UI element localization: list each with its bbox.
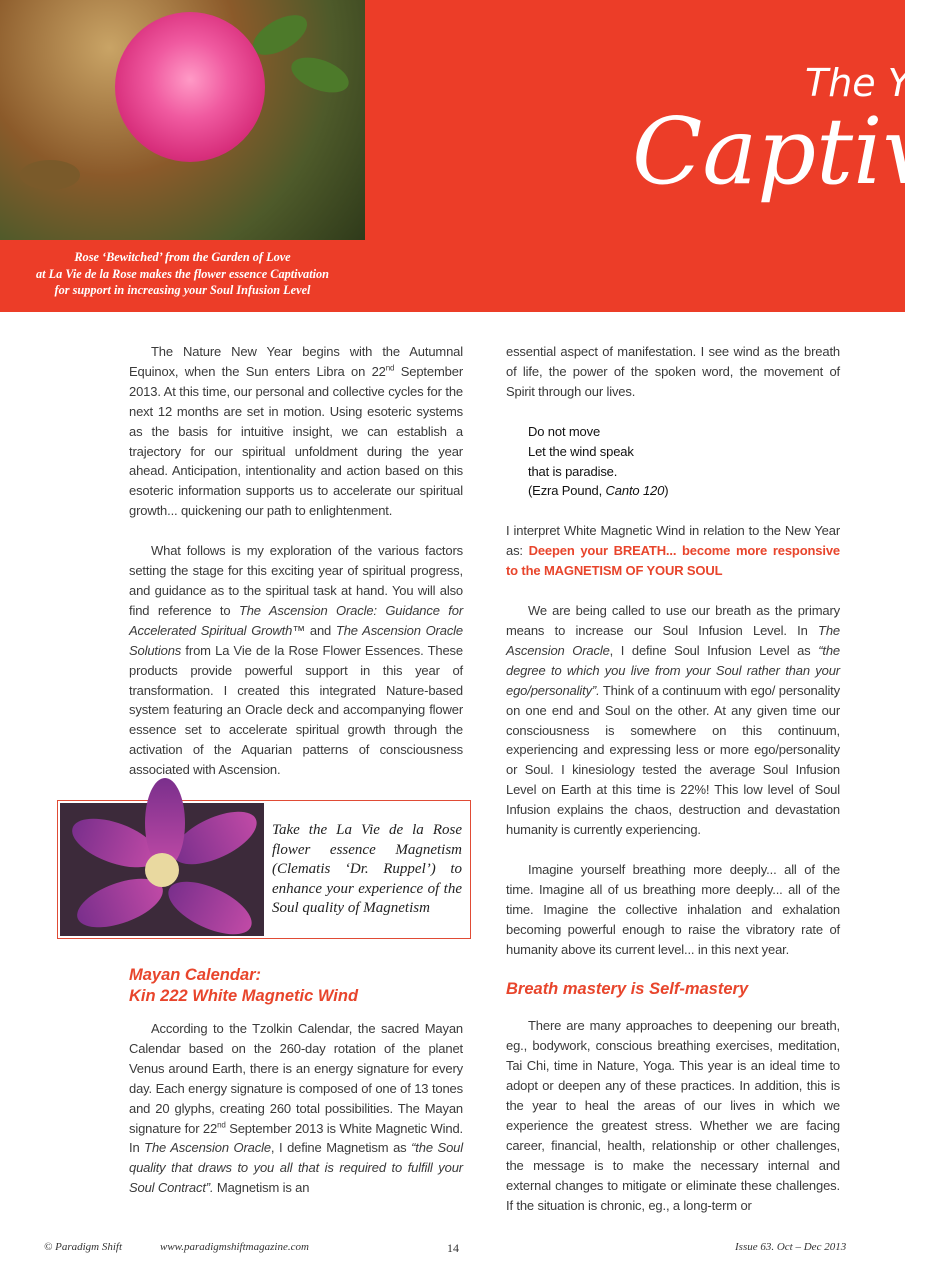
header-banner: [0, 0, 935, 312]
text-run: ™ and: [292, 622, 336, 638]
heading-line: Mayan Calendar:: [129, 966, 262, 985]
text-run: , I define Magnetism as: [270, 1140, 412, 1156]
caption-line: at La Vie de la Rose makes the flower essence Captivation: [35, 266, 330, 281]
paragraph: [129, 342, 463, 521]
text-run: The Ascension Oracle Solutions: [129, 622, 463, 658]
title-line-2: Captiv: [632, 98, 935, 205]
breath-heading: Breath mastery is Self-mastery: [506, 980, 749, 999]
poem-quote: [528, 422, 840, 502]
text-run: “the Soul quality that draws to you all that is required to fulfill your Soul Contract”.: [129, 1140, 463, 1196]
footer-url[interactable]: www.paradigmshiftmagazine.com: [160, 1241, 309, 1253]
text-run: , I define Soul Infusion Level as: [609, 642, 819, 658]
right-flow: [506, 342, 840, 1236]
heading-line: Kin 222 White Magnetic Wind: [129, 987, 359, 1006]
text-run: According to the Tzolkin Calendar, the sacred Mayan Calendar based on the 260-day rotation of the planet Venus around Earth, there is an energy signature for every day. Each energy signature is composed of one of 13 tones and 20 glyphs, creating 260 total possibilities. The Mayan signature for 22: [129, 1021, 463, 1136]
text-run: Magnetism is an: [213, 1180, 310, 1196]
text-run: What follows is my exploration of the various factors setting the stage for this exciting year of spiritual progress, and guidance as to the spiritual task at hand. You will also find reference to: [129, 543, 463, 618]
right-column-2: [506, 1016, 840, 1215]
poem-credit: (Ezra Pound, Canto 120): [528, 483, 669, 499]
paragraph: [129, 1019, 463, 1198]
text-run: The Ascension Oracle: Guidance for Accelerated Spiritual Growth: [129, 602, 464, 638]
paragraph: [506, 860, 840, 960]
text-run: There are many approaches to deepening our breath, eg., bodywork, conscious breathing exercises, meditation, Tai Chi, time in Nature, Yoga. This year is an ideal time to adopt or deepen any of these practices. In addition, this is the year to heal the areas of our lives in which we experience the greatest stress. Whether we are facing career, financial, health, relationship or other challenges, the message is to make the necessary internal and external changes to mitigate or eliminate these challenges. If the situation is chronic, eg., a long-term or: [506, 1018, 840, 1213]
text-run: nd: [217, 1120, 226, 1130]
magnetism-sidebar-box: [57, 800, 471, 939]
text-run: We are being called to use our breath as the primary means to increase our Soul Infusion Level. In: [506, 603, 840, 638]
caption-line: for support in increasing your Soul Infusion Level: [54, 283, 311, 297]
text-run: The Ascension Oracle: [144, 1140, 271, 1156]
left-column-2: [129, 1019, 463, 1198]
photo-caption: [0, 249, 365, 299]
poem-line: Let the wind speak: [528, 443, 634, 459]
paragraph: [129, 541, 463, 780]
text-run: Imagine yourself breathing more deeply... all of the time. Imagine all of us breathing more deeply... all of the time. Imagine the collective inhalation and exhalation becoming powerful enough to raise the vibratory rate of humanity above its current level... in this next year.: [506, 861, 840, 957]
paragraph: I interpret White Magnetic Wind in relation to the New Year as: Deepen your BREATH... become more responsive to the MAGNETISM OF YOUR SOUL: [506, 523, 840, 579]
page-number: 14: [447, 1241, 459, 1255]
poem-line: Do not move: [528, 423, 601, 439]
title-line-1: The Ye: [805, 61, 931, 105]
paragraph: essential aspect of manifestation. I see wind as the breath of life, the power of the spoken word, the movement of Spirit through our lives.: [506, 344, 840, 399]
sidebar-text: Take the La Vie de la Rose flower essence Magnetism (Clematis ‘Dr. Ruppel’) to enhance your experience of the Soul quality of Magnetism: [272, 822, 462, 917]
poem-line: that is paradise.: [528, 463, 618, 479]
paragraph: [506, 1016, 840, 1215]
rose-photo: [0, 0, 365, 240]
footer-copyright: © Paradigm Shift: [44, 1241, 123, 1253]
left-flow: [129, 342, 463, 1218]
text-run: nd: [385, 363, 395, 373]
clematis-photo: [60, 803, 264, 936]
text-run: Think of a continuum with ego/ personality on one end and Soul on the other. At any given time our consciousness is somewhere on this continuum, experiencing and expressing less or more ego/personality or Soul. I kinesiology tested the average Soul Infusion Level on Earth at this time is 22%! This low level of Soul Infusion explains the chaos, destruction and devastation humanity is currently experiencing.: [506, 682, 840, 838]
right-column: [506, 342, 840, 959]
highlight-text: Deepen your BREATH... become more responsive to the MAGNETISM OF YOUR SOUL: [506, 543, 840, 579]
issue-info: Issue 63. Oct – Dec 2013: [735, 1241, 847, 1253]
left-column: [129, 342, 463, 780]
text-run: from La Vie de la Rose Flower Essences. These products provide powerful support in this year of transformation. I created this integrated Nature-based system featuring an Oracle deck and accompanying flower essence set to accelerate spiritual growth through the activation of the Aquarian patterns of consciousness associated with Ascension.: [129, 642, 463, 778]
text-run: September 2013 is White Magnetic Wind. In: [129, 1120, 463, 1156]
text-run: The Nature New Year begins with the Autumnal Equinox, when the Sun enters Libra on 22: [129, 344, 463, 379]
text-run: The Ascension Oracle: [506, 622, 840, 658]
paragraph: [506, 601, 840, 840]
mayan-heading: [129, 965, 463, 1007]
caption-line: Rose ‘Bewitched’ from the Garden of Love: [74, 250, 291, 264]
text-run: “the degree to which you live from your Soul rather than your ego/personality”.: [506, 642, 840, 698]
text-run: September 2013. At this time, our personal and collective cycles for the next 12 months are set in motion. Using esoteric systems as the basis for intuitive insight, we can establish a trajectory for our spiritual unfoldment during the year ahead. Anticipation, intentionality and action based on this esoteric information supports us to accelerate our spiritual growth... quickening our path to enlightenment.: [129, 363, 463, 519]
